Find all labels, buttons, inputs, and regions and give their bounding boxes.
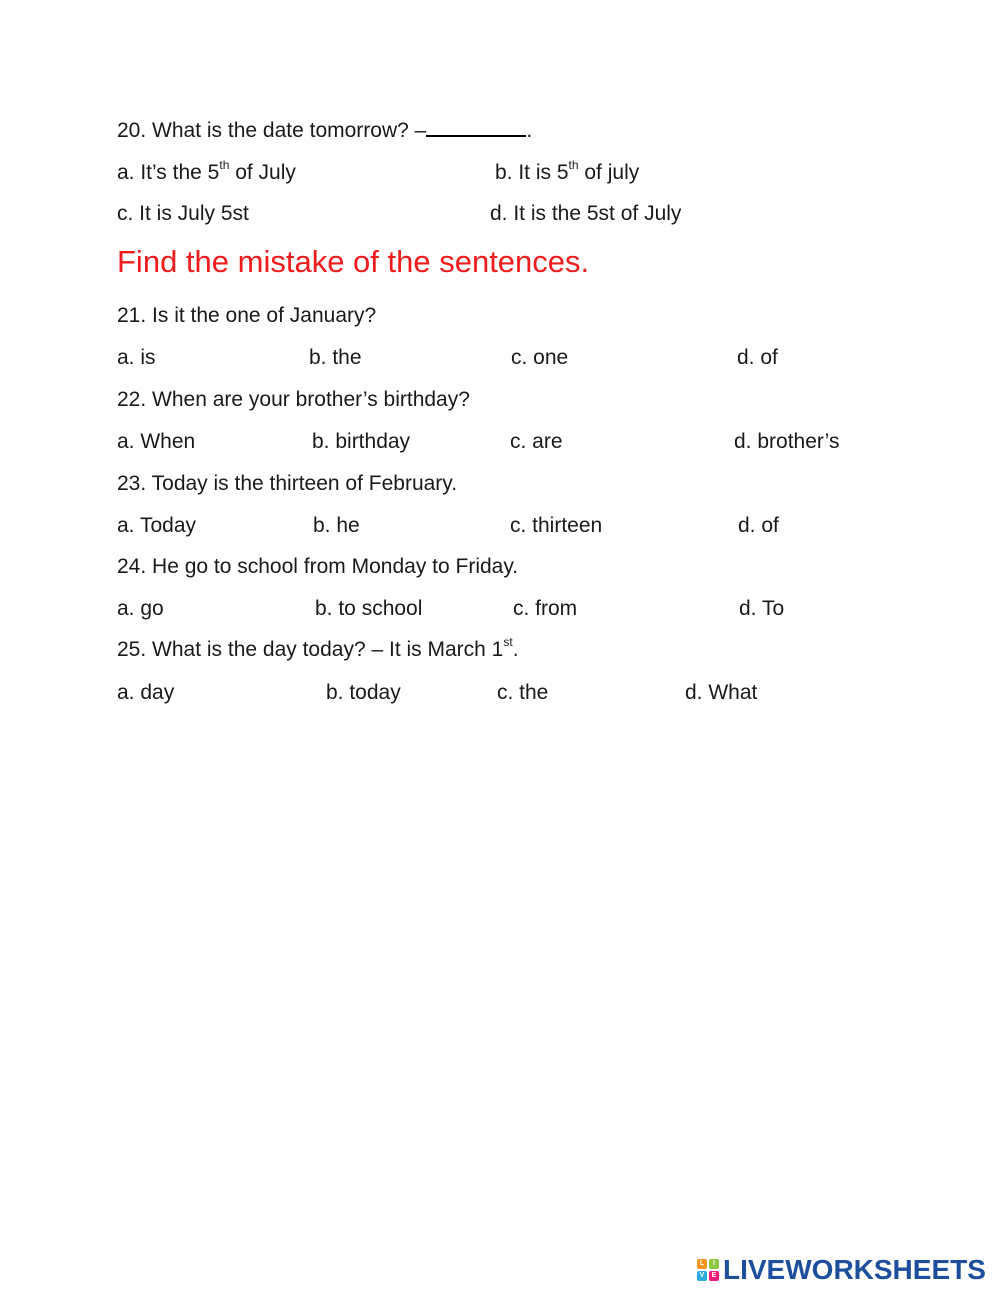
- logo-tile-l: L: [697, 1259, 707, 1269]
- q22-option-a: a. When: [117, 430, 196, 453]
- q20-option-b-text: b. It is 5: [495, 161, 569, 184]
- q22-option-b: b. birthday: [312, 430, 411, 453]
- q20-option-b-sup: th: [568, 158, 579, 172]
- question-25-sup: st: [503, 635, 513, 649]
- q25-option-a: a. day: [117, 681, 175, 704]
- q20-option-a-end: of July: [229, 161, 296, 184]
- q24-option-d: d. To: [739, 597, 785, 620]
- liveworksheets-logo: [697, 1255, 986, 1285]
- question-24: 24. He go to school from Monday to Friday.: [117, 555, 519, 578]
- q24-option-b: b. to school: [315, 597, 423, 620]
- logo-tile-e: E: [709, 1271, 719, 1281]
- answer-blank: [426, 117, 526, 137]
- q23-option-b: b. he: [313, 514, 360, 537]
- question-20-prefix: 20. What is the date tomorrow? –: [117, 119, 427, 142]
- logo-tile-v: V: [697, 1271, 707, 1281]
- q22-option-c: c. are: [510, 430, 563, 453]
- q25-option-c: c. the: [497, 681, 549, 704]
- q24-option-a: a. go: [117, 597, 164, 620]
- q20-option-a: [117, 160, 296, 186]
- q20-option-a-text: a. It’s the 5: [117, 161, 220, 184]
- q21-option-b: b. the: [309, 346, 362, 369]
- q20-option-b-end: of july: [578, 161, 640, 184]
- liveworksheets-logo-icon: [697, 1259, 719, 1281]
- question-20-suffix: .: [526, 119, 533, 142]
- q20-option-c: c. It is July 5st: [117, 202, 249, 225]
- q23-option-a: a. Today: [117, 514, 197, 537]
- q22-option-d: d. brother’s: [734, 430, 840, 453]
- liveworksheets-logo-text: LIVEWORKSHEETS: [723, 1254, 986, 1285]
- question-25: [117, 637, 519, 663]
- q20-option-b: [495, 160, 639, 186]
- q21-option-d: d. of: [737, 346, 778, 369]
- q21-option-a: a. is: [117, 346, 156, 369]
- question-25-text: 25. What is the day today? – It is March 1: [117, 638, 504, 661]
- logo-tile-i: I: [709, 1259, 719, 1269]
- question-21: 21. Is it the one of January?: [117, 304, 377, 327]
- q20-option-a-sup: th: [219, 158, 230, 172]
- q25-option-d: d. What: [685, 681, 758, 704]
- question-20: [117, 117, 532, 144]
- q23-option-c: c. thirteen: [510, 514, 603, 537]
- question-22: 22. When are your brother’s birthday?: [117, 388, 470, 411]
- question-25-end: .: [512, 638, 519, 661]
- q25-option-b: b. today: [326, 681, 401, 704]
- q24-option-c: c. from: [513, 597, 578, 620]
- q23-option-d: d. of: [738, 514, 779, 537]
- section-heading: Find the mistake of the sentences.: [117, 244, 590, 279]
- q21-option-c: c. one: [511, 346, 569, 369]
- q20-option-d: d. It is the 5st of July: [490, 202, 682, 225]
- question-23: 23. Today is the thirteen of February.: [117, 472, 458, 495]
